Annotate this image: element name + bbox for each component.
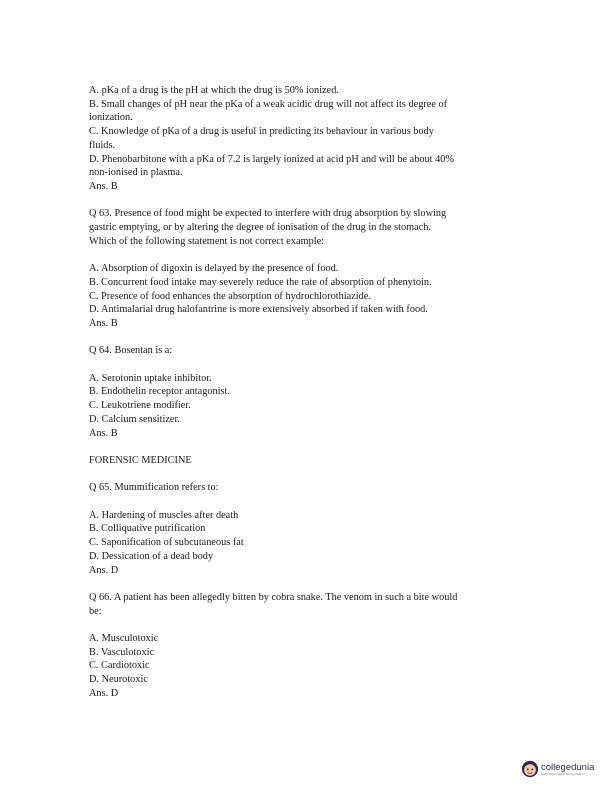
option-line: B. Endothelin receptor antagonist. (89, 386, 230, 398)
option-line: D. Neurotoxic (89, 674, 148, 686)
question-text: gastric emptying, or by altering the degree of ionisation of the drug in the stomach. (89, 222, 431, 234)
question-block-65 (89, 481, 529, 577)
option-line: C. Knowledge of pKa of a drug is useful in predicting its behaviour in various body (89, 126, 434, 138)
option-line: ionization. (89, 112, 133, 124)
option-line: C. Saponification of subcutaneous fat (89, 537, 244, 549)
answer-line: Ans. B (89, 317, 118, 329)
option-line: D. Phenobarbitone with a pKa of 7.2 is largely ionized at acid pH and will be about 40% (89, 153, 454, 165)
option-line: B. Concurrent food intake may severely reduce the rate of absorption of phenytoin. (89, 276, 432, 288)
option-line: D. Antimalarial drug halofantrine is more extensively absorbed if taken with food. (89, 304, 428, 316)
option-line: non-ionised in plasma. (89, 167, 183, 179)
logo-tagline: India's largest Student Review Platform (541, 772, 585, 776)
question-block-63 (89, 207, 529, 330)
option-line: C. Presence of food enhances the absorption of hydrochlorothiazide. (89, 290, 371, 302)
collegedunia-logo (521, 760, 594, 778)
answer-line: Ans. B (89, 180, 118, 192)
question-block-62 (89, 84, 529, 194)
option-line: B. Vasculotoxic (89, 646, 155, 658)
option-line: C. Leukotriene modifier. (89, 400, 191, 412)
mascot-icon (521, 760, 539, 778)
question-block-64 (89, 344, 529, 440)
option-line: C. Cardiotoxic (89, 660, 150, 672)
question-text: Q 65. Mummification refers to: (89, 482, 219, 494)
option-line: B. Colliquative putrification (89, 523, 206, 535)
logo-brand: collegedunia (541, 761, 595, 773)
answer-line: Ans. D (89, 687, 119, 699)
question-text: be: (89, 605, 102, 617)
option-line: D. Calcium sensitizer. (89, 413, 180, 425)
option-line: fluids. (89, 139, 116, 151)
option-line: B. Small changes of pH near the pKa of a weak acidic drug will not affect its degree of (89, 98, 448, 110)
option-line: A. pKa of a drug is the pH at which the drug is 50% ionized. (89, 85, 339, 96)
answer-line: Ans. D (89, 564, 119, 576)
question-text: Which of the following statement is not correct example: (89, 235, 325, 247)
question-block-66 (89, 591, 529, 701)
question-text: Q 66. A patient has been allegedly bitten by cobra snake. The venom in such a bite would (89, 591, 458, 603)
option-line: A. Absorption of digoxin is delayed by the presence of food. (89, 263, 339, 275)
section-heading: FORENSIC MEDICINE (89, 454, 192, 466)
option-line: A. Serotonin uptake inhibitor. (89, 372, 212, 384)
option-line: D. Dessication of a dead body (89, 550, 214, 562)
question-text: Q 64. Bosentan is a: (89, 345, 173, 357)
question-text: Q 63. Presence of food might be expected to interfere with drug absorption by slowing (89, 208, 447, 220)
answer-line: Ans. B (89, 427, 118, 439)
document-body (89, 84, 529, 701)
option-line: A. Hardening of muscles after death (89, 509, 239, 521)
option-line: A. Musculotoxic (89, 632, 159, 644)
logo-text (541, 763, 594, 776)
